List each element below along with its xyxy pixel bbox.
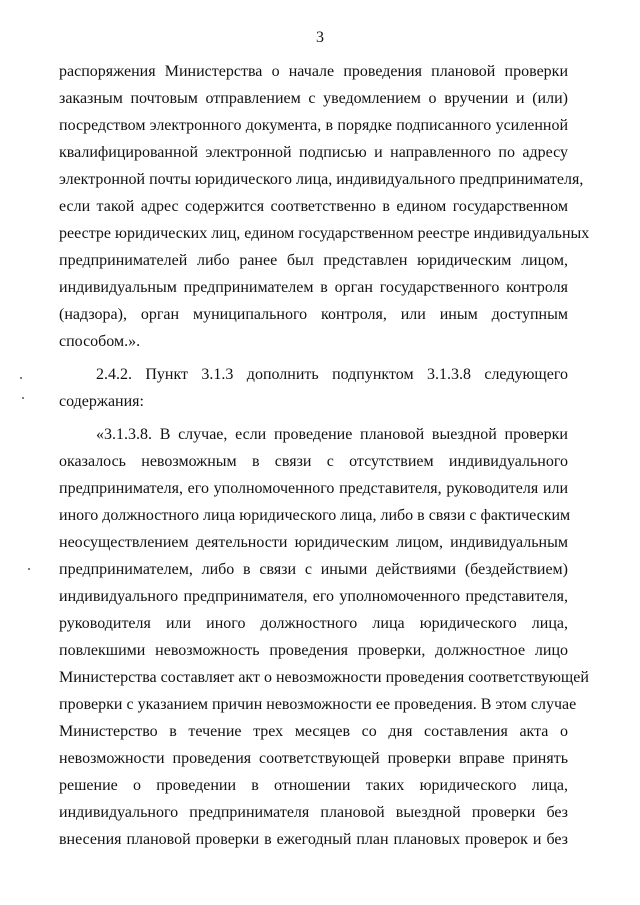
paragraph-item-2-4-2	[59, 361, 568, 415]
scan-speck	[20, 377, 22, 379]
page-number: 3	[316, 29, 324, 46]
text-line: содержания:	[59, 393, 144, 410]
text-line: посредством электронного документа, в порядке подписанного усиленной	[59, 117, 568, 134]
text-line: способом.».	[59, 333, 141, 350]
text-line: предпринимателя, его уполномоченного представителя, руководителя или	[59, 480, 568, 497]
text-line: заказным почтовым отправлением с уведомлением о вручении и (или)	[59, 90, 568, 107]
paragraph-continuation	[59, 58, 590, 355]
text-line: электронной почты юридического лица, индивидуального предпринимателя,	[59, 171, 584, 188]
text-line: руководителя или иного должностного лица юридического лица,	[59, 615, 568, 632]
text-line: решение о проведении в отношении таких юридического лица,	[59, 777, 568, 794]
text-line: неосуществлением деятельности юридическим лицом, индивидуальным	[59, 534, 568, 551]
text-line: 2.4.2. Пункт 3.1.3 дополнить подпунктом 3.1.3.8 следующего	[96, 366, 568, 383]
text-line: Министерства составляет акт о невозможности проведения соответствующей	[59, 669, 589, 686]
text-line: (надзора), орган муниципального контроля, или иным доступным	[59, 306, 568, 323]
text-line: проверки с указанием причин невозможности ее проведения. В этом случае	[59, 696, 577, 713]
text-line: внесения плановой проверки в ежегодный план плановых проверок и без	[59, 831, 568, 848]
paragraph-subitem-3-1-3-8	[59, 421, 589, 853]
text-line: если такой адрес содержится соответственно в едином государственном	[59, 198, 568, 215]
text-line: «3.1.3.8. В случае, если проведение плановой выездной проверки	[96, 426, 568, 443]
document-body	[59, 58, 590, 853]
text-line: распоряжения Министерства о начале проведения плановой проверки	[59, 63, 568, 80]
text-line: индивидуальным предпринимателем в орган государственного контроля	[59, 279, 568, 296]
text-line: предпринимателем, либо в связи с иными действиями (бездействием)	[59, 561, 568, 578]
text-line: невозможности проведения соответствующей проверки вправе принять	[59, 750, 568, 767]
text-line: Министерство в течение трех месяцев со дня составления акта о	[59, 723, 568, 740]
text-line: индивидуального предпринимателя, его уполномоченного представителя,	[59, 588, 568, 605]
text-line: квалифицированной электронной подписью и направленного по адресу	[59, 144, 568, 161]
scan-speck	[28, 568, 30, 570]
text-line: иного должностного лица юридического лица, либо в связи с фактическим	[59, 507, 571, 524]
text-line: реестре юридических лиц, едином государственном реестре индивидуальных	[59, 225, 590, 242]
text-line: повлекшими невозможность проведения проверки, должностное лицо	[59, 642, 568, 659]
scan-speck	[22, 397, 24, 399]
text-line: предпринимателей либо ранее был представлен юридическим лицом,	[59, 252, 568, 269]
text-line: оказалось невозможным в связи с отсутствием индивидуального	[59, 453, 568, 470]
text-line: индивидуального предпринимателя плановой выездной проверки без	[59, 804, 568, 821]
